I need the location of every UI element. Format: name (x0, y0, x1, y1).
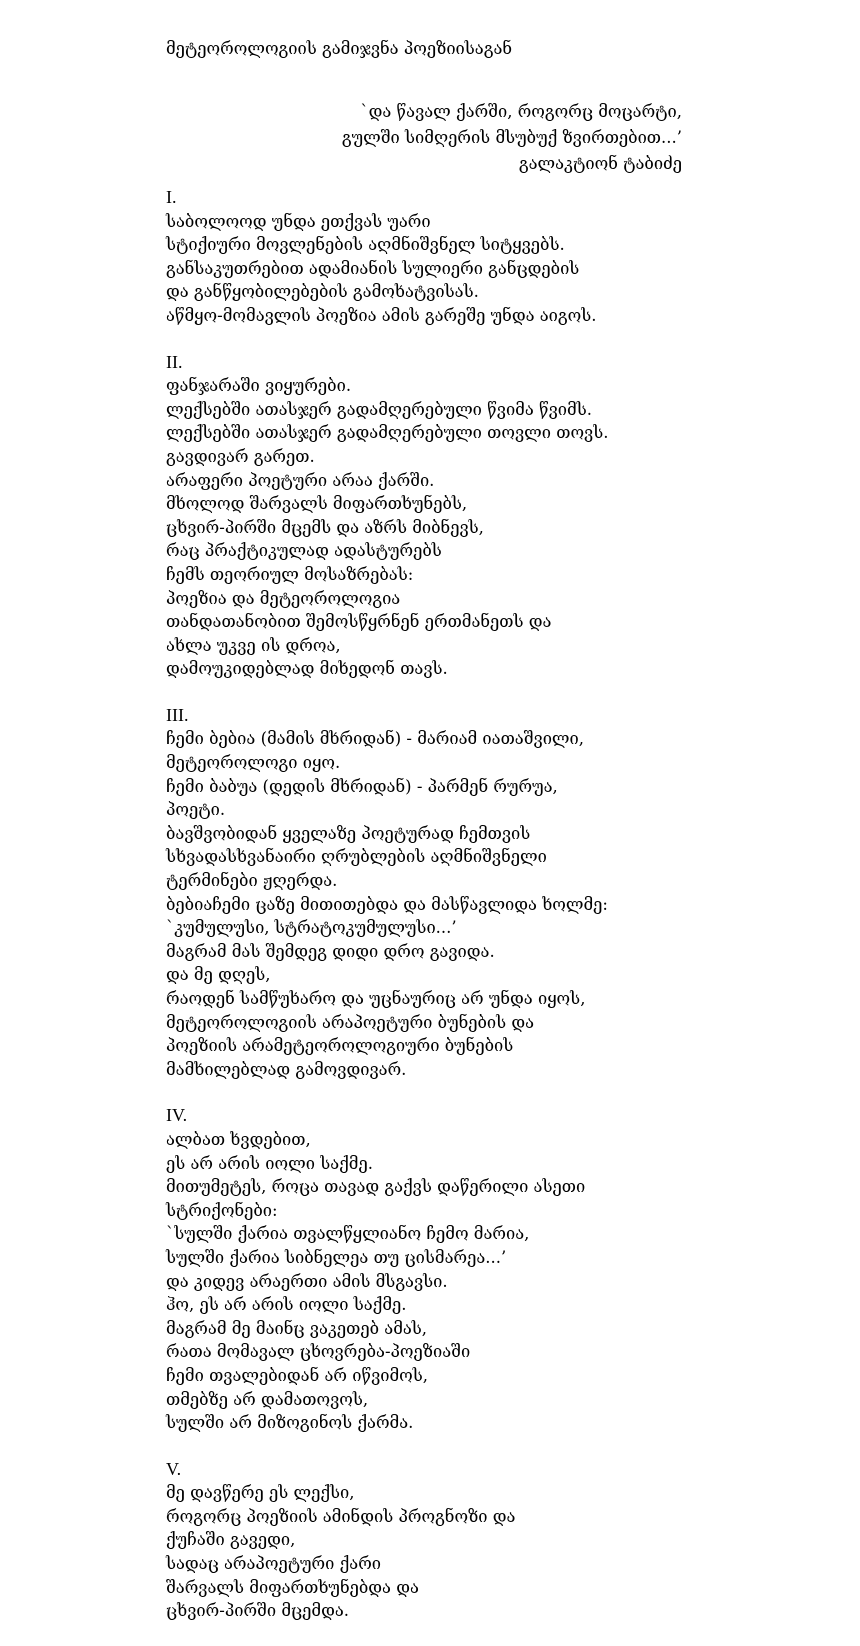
poem-line: სტრიქონები: (166, 1200, 278, 1220)
poem-line: ჩემი ბაბუა (დედის მხრიდან) - პარმენ რურუა, (166, 776, 558, 796)
section-numeral: IV. (166, 1105, 188, 1126)
poem-line: და კიდევ არაერთი ამის მსგავსი. (166, 1271, 448, 1291)
poem-line: და მე დღეს, (166, 965, 271, 985)
poem-line: ჩემს თეორიულ მოსაზრებას: (166, 564, 414, 584)
epigraph (330, 99, 682, 177)
poem-line: მამხილებლად გამოვდივარ. (166, 1059, 407, 1079)
poem-line: თმებზე არ დამათოვოს, (166, 1389, 369, 1409)
poem-line: ჩემი თვალებიდან არ იწვიმოს, (166, 1365, 429, 1385)
poem-line: მე დავწერე ეს ლექსი, (166, 1483, 355, 1503)
poem-line: ცხვირ-პირში მცემს და აზრს მიბნევს, (166, 517, 484, 537)
poem-section (166, 186, 826, 328)
section-numeral: III. (166, 704, 189, 725)
epigraph-line: გულში სიმღერის მსუბუქ ზვირთებით...’ (341, 128, 682, 147)
poem-line: მეტეოროლოგი იყო. (166, 753, 341, 773)
poem-line: სულში ქარია სიბნელეა თუ ცისმარეა...’ (166, 1247, 507, 1267)
poem-line: ფანჯარაში ვიყურები. (166, 376, 352, 396)
poem-body (166, 186, 826, 1646)
poem-line: დამოუკიდებლად მიხედონ თავს. (166, 659, 448, 679)
poem-line: საბოლოოდ უნდა ეთქვას უარი (166, 211, 431, 231)
section-numeral: V. (166, 1458, 182, 1479)
epigraph-author: გალაკტიონ ტაბიძე (518, 154, 682, 173)
poem-line: სულში არ მიზოგინოს ქარმა. (166, 1413, 414, 1433)
poem-line: ეს არ არის იოლი საქმე. (166, 1153, 373, 1173)
poem-line: სხვადასხვანაირი ღრუბლების აღმნიშვნელი (166, 847, 547, 867)
poem-line: სადაც არაპოეტური ქარი (166, 1554, 382, 1574)
poem-section (166, 704, 826, 1082)
poem-line: განსაკუთრებით ადამიანის სულიერი განცდების (166, 258, 580, 278)
poem-line: ტერმინები ჟღერდა. (166, 871, 338, 891)
poem-line: აწმყო-მომავლის პოეზია ამის გარეშე უნდა აიგოს. (166, 305, 597, 325)
poem-line: ჩემი ბებია (მამის მხრიდან) - მარიამ იათაშვილი, (166, 729, 585, 749)
poem-line: რაც პრაქტიკულად ადასტურებს (166, 541, 442, 561)
poem-line: `სულში ქარია თვალწყლიანო ჩემო მარია, (166, 1224, 530, 1244)
poem-section (166, 1458, 826, 1623)
poem-line: პოეზია და მეტეოროლოგია (166, 588, 401, 608)
poem-line: შარვალს მიფართხუნებდა და (166, 1577, 419, 1597)
poem-line: ჰო, ეს არ არის იოლი საქმე. (166, 1295, 407, 1315)
poem-line: მაგრამ მე მაინც ვაკეთებ ამას, (166, 1318, 428, 1338)
poem-line: თანდათანობით შემოსწყრნენ ერთმანეთს და (166, 612, 552, 632)
poem-section (166, 1104, 826, 1434)
poem-title: მეტეოროლოგიის გამიჯვნა პოეზიისაგან (166, 39, 513, 58)
poem-line: ბებიაჩემი ცაზე მითითებდა და მასწავლიდა ხოლმე: (166, 894, 608, 914)
poem-line: არაფერი პოეტური არაა ქარში. (166, 470, 435, 490)
poem-line: მაგრამ მას შემდეგ დიდი დრო გავიდა. (166, 941, 495, 961)
poem-line: პოეზიის არამეტეოროლოგიური ბუნების (166, 1036, 514, 1056)
poem-line: ალბათ ხვდებით, (166, 1129, 311, 1149)
poem-line: ლექსებში ათასჯერ გადამღერებული წვიმა წვიმს. (166, 399, 592, 419)
poem-line: როგორც პოეზიის ამინდის პროგნოზი და (166, 1506, 516, 1526)
poem-line: სტიქიური მოვლენების აღმნიშვნელ სიტყვებს. (166, 235, 565, 255)
poem-section (166, 351, 826, 681)
poem-line: `კუმულუსი, სტრატოკუმულუსი...’ (166, 918, 457, 938)
poem-line: ბავშვობიდან ყველაზე პოეტურად ჩემთვის (166, 823, 531, 843)
poem-line: მეტეოროლოგიის არაპოეტური ბუნების და (166, 1012, 535, 1032)
poem-line: მითუმეტეს, როცა თავად გაქვს დაწერილი ასეთი (166, 1177, 586, 1197)
poem-line: ქუჩაში გავედი, (166, 1530, 296, 1550)
section-numeral: II. (166, 351, 183, 372)
poem-line: ახლა უკვე ის დროა, (166, 635, 341, 655)
section-numeral: I. (166, 187, 177, 207)
poem-line: ლექსებში ათასჯერ გადამღერებული თოვლი თოვს. (166, 423, 609, 443)
epigraph-line: `და წავალ ქარში, როგორც მოცარტი, (360, 102, 682, 121)
poem-line: გავდივარ გარეთ. (166, 446, 315, 466)
poem-line: ცხვირ-პირში მცემდა. (166, 1601, 349, 1621)
poem-line: და განწყობილებების გამოხატვისას. (166, 282, 479, 302)
poem-line: მხოლოდ შარვალს მიფართხუნებს, (166, 494, 468, 514)
poem-line: რათა მომავალ ცხოვრება-პოეზიაში (166, 1342, 471, 1362)
poem-line: რაოდენ სამწუხარო და უცნაურიც არ უნდა იყოს, (166, 989, 586, 1008)
poem-line: პოეტი. (166, 800, 226, 820)
